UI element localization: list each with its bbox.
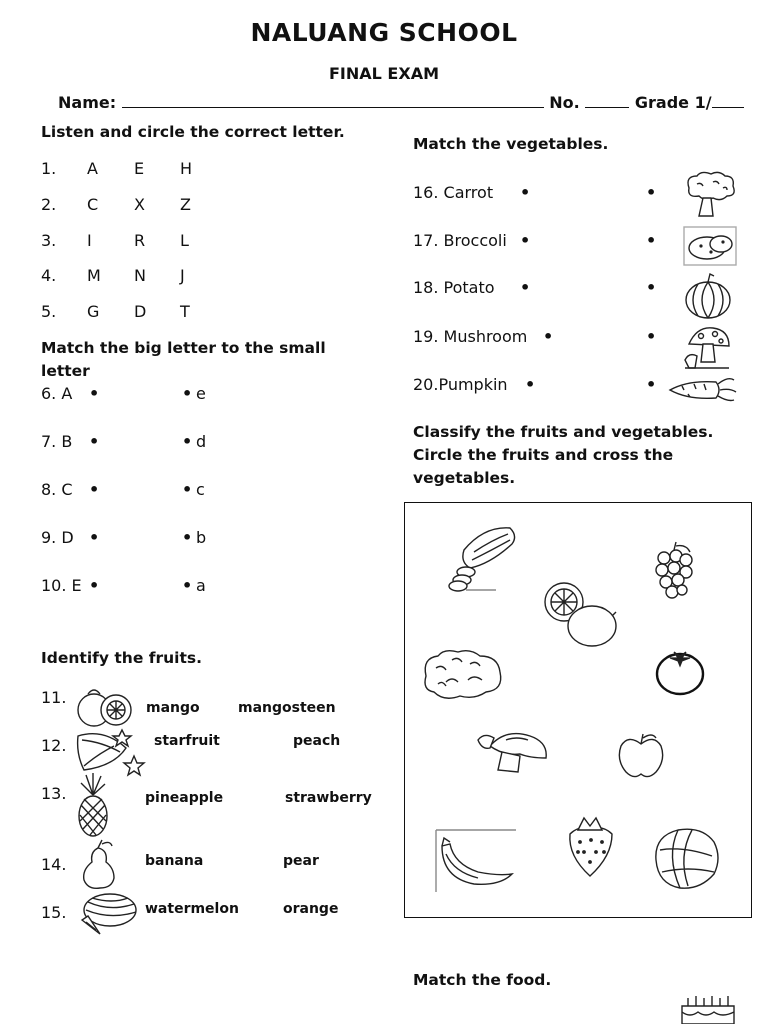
potato-icon	[683, 226, 737, 266]
cucumber-icon[interactable]	[444, 522, 520, 592]
broccoli-icon	[683, 170, 737, 218]
fruit-option[interactable]: strawberry	[285, 790, 372, 806]
item-number: 3.	[41, 231, 57, 250]
name-label: Name:	[58, 93, 117, 112]
big-letter: 6. A	[41, 384, 73, 403]
no-label: No.	[549, 93, 580, 112]
match-dot[interactable]: •	[89, 576, 100, 595]
letter-option[interactable]: N	[134, 266, 146, 285]
fruit-option[interactable]: pineapple	[145, 790, 224, 806]
letter-row-3	[41, 231, 241, 253]
match-dot[interactable]: •	[525, 375, 536, 394]
mangosteen-icon	[74, 684, 134, 730]
big-letter: 7. B	[41, 432, 73, 451]
item-number: 2.	[41, 195, 57, 214]
letter-row-5	[41, 302, 241, 324]
strawberry-icon[interactable]	[564, 816, 618, 880]
grapes-icon[interactable]	[652, 542, 696, 606]
banana-icon[interactable]	[434, 828, 518, 894]
cake-icon	[678, 992, 738, 1024]
letter-option[interactable]: J	[180, 266, 185, 285]
match-dot[interactable]: •	[182, 528, 193, 547]
match-letters-heading	[41, 337, 326, 383]
letter-option[interactable]: C	[87, 195, 99, 214]
letter-option[interactable]: L	[180, 231, 189, 250]
fruit-number: 12.	[41, 736, 67, 755]
mushroom-icon	[683, 324, 733, 370]
match-dot[interactable]: •	[646, 183, 657, 202]
fruit-option[interactable]: watermelon	[145, 901, 239, 917]
match-dot[interactable]: •	[89, 384, 100, 403]
fruit-option[interactable]: peach	[293, 733, 341, 749]
match-dot[interactable]: •	[89, 432, 100, 451]
small-letter: d	[196, 432, 207, 451]
match-dot[interactable]: •	[182, 576, 193, 595]
match-letter-row	[41, 480, 241, 502]
letter-option[interactable]: H	[180, 159, 193, 178]
exam-title: FINAL EXAM	[329, 64, 439, 83]
match-dot[interactable]: •	[89, 480, 100, 499]
apple-icon[interactable]	[616, 730, 666, 780]
letter-option[interactable]: I	[87, 231, 92, 250]
vegetable-label: 18. Potato	[413, 278, 495, 297]
match-letter-row	[41, 528, 241, 550]
match-letter-row	[41, 384, 241, 406]
item-number: 5.	[41, 302, 57, 321]
carrot-icon	[668, 376, 738, 404]
watermelon-icon	[78, 890, 138, 936]
vegetable-label: 17. Broccoli	[413, 231, 507, 250]
fruit-option[interactable]: mangosteen	[238, 700, 336, 716]
fruit-option[interactable]: pear	[283, 853, 319, 869]
letter-option[interactable]: E	[134, 159, 145, 178]
match-dot[interactable]: •	[646, 327, 657, 346]
food-heading: Match the food.	[413, 971, 552, 989]
match-dot[interactable]: •	[182, 432, 193, 451]
letter-option[interactable]: T	[180, 302, 190, 321]
letter-option[interactable]: R	[134, 231, 146, 250]
letter-row-1	[41, 159, 241, 181]
match-dot[interactable]: •	[543, 327, 554, 346]
fruits-heading: Identify the fruits.	[41, 649, 202, 667]
letter-option[interactable]: Z	[180, 195, 191, 214]
lemon-icon[interactable]	[542, 580, 618, 650]
pear-icon	[80, 838, 120, 890]
letter-row-4	[41, 266, 241, 288]
heading-line: letter	[41, 362, 90, 380]
fruit-number: 11.	[41, 688, 67, 707]
starfruit-icon	[74, 726, 146, 776]
item-number: 1.	[41, 159, 57, 178]
mushrooms-icon[interactable]	[476, 728, 556, 778]
small-letter: c	[196, 480, 205, 499]
school-title: NALUANG SCHOOL	[250, 18, 518, 47]
student-info-line	[58, 93, 744, 112]
name-blank[interactable]	[122, 93, 544, 108]
match-dot[interactable]: •	[182, 384, 193, 403]
letter-option[interactable]: M	[87, 266, 101, 285]
tomato-icon[interactable]	[654, 648, 706, 696]
classify-heading	[413, 421, 713, 490]
match-dot[interactable]: •	[182, 480, 193, 499]
letters-heading: Listen and circle the correct letter.	[41, 123, 345, 141]
big-letter: 10. E	[41, 576, 82, 595]
big-letter: 9. D	[41, 528, 74, 547]
fruit-option[interactable]: starfruit	[154, 733, 220, 749]
match-dot[interactable]: •	[520, 278, 531, 297]
letter-option[interactable]: A	[87, 159, 98, 178]
vegetable-label: 20.Pumpkin	[413, 375, 508, 394]
fruit-number: 15.	[41, 903, 67, 922]
small-letter: b	[196, 528, 207, 547]
vegetable-label: 19. Mushroom	[413, 327, 528, 346]
number-blank[interactable]	[585, 93, 629, 108]
item-number: 4.	[41, 266, 57, 285]
fruit-option[interactable]: mango	[146, 700, 200, 716]
heading-line: Match the big letter to the small	[41, 339, 326, 357]
heading-line: vegetables.	[413, 469, 516, 487]
heading-line: Classify the fruits and vegetables.	[413, 423, 714, 441]
pineapple-icon	[76, 773, 110, 837]
heading-line: Circle the fruits and cross the	[413, 446, 674, 464]
big-letter: 8. C	[41, 480, 73, 499]
match-letter-row	[41, 432, 241, 454]
letter-option[interactable]: D	[134, 302, 147, 321]
vegetables-heading: Match the vegetables.	[413, 135, 609, 153]
match-letter-row	[41, 576, 241, 598]
fruit-number: 14.	[41, 855, 67, 874]
letter-row-2	[41, 195, 241, 217]
grade-blank[interactable]	[712, 93, 744, 108]
fruit-option[interactable]: banana	[145, 853, 204, 869]
match-dot[interactable]: •	[646, 375, 657, 394]
vegetable-label: 16. Carrot	[413, 183, 494, 202]
fruit-number: 13.	[41, 784, 67, 803]
match-dot[interactable]: •	[520, 231, 531, 250]
small-letter: a	[196, 576, 206, 595]
cauliflower-icon[interactable]	[420, 646, 504, 704]
match-dot[interactable]: •	[89, 528, 100, 547]
letter-option[interactable]: G	[87, 302, 100, 321]
fruit-option[interactable]: orange	[283, 901, 339, 917]
match-dot[interactable]: •	[646, 231, 657, 250]
grade-label: Grade 1/	[634, 93, 712, 112]
match-dot[interactable]: •	[646, 278, 657, 297]
pumpkin-icon	[684, 274, 732, 320]
letter-option[interactable]: X	[134, 195, 145, 214]
match-dot[interactable]: •	[520, 183, 531, 202]
small-letter: e	[196, 384, 206, 403]
cabbage-icon[interactable]	[652, 826, 722, 892]
